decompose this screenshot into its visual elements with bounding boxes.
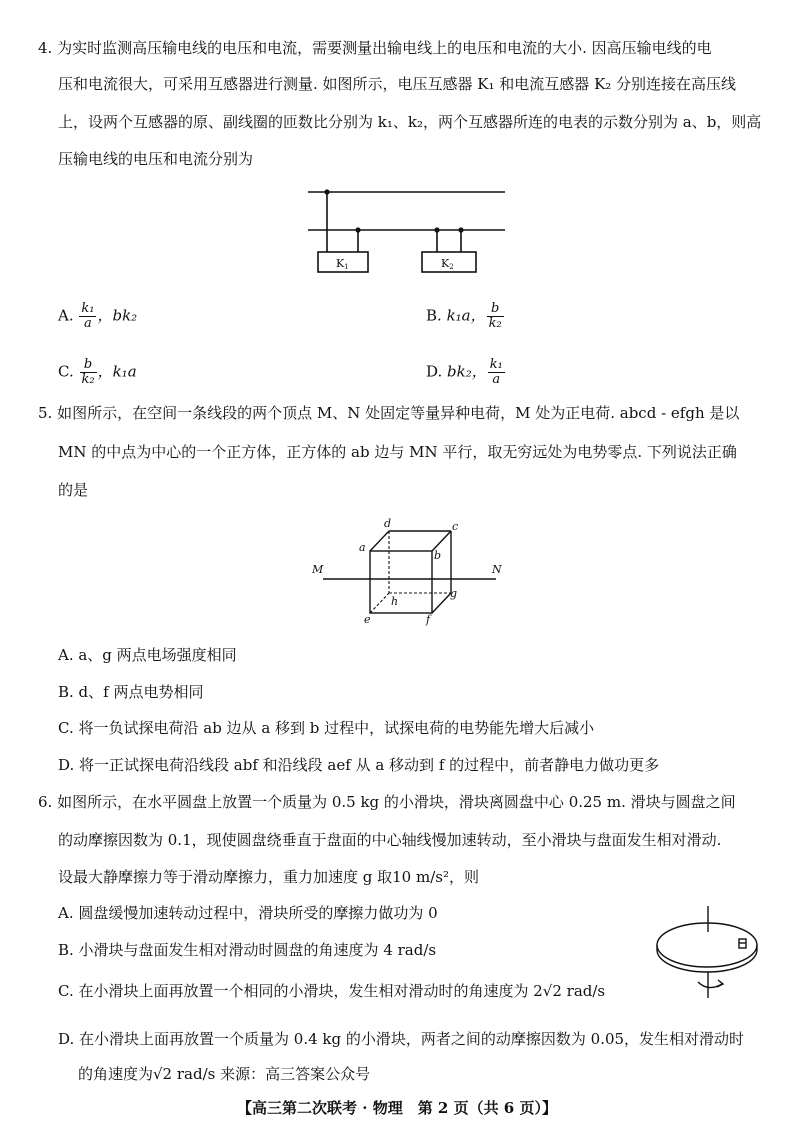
q6-stem-line-2: 的动摩擦因数为 0.1，现使圆盘绕垂直于盘面的中心轴线慢加速转动，至小滑块与盘面发生相对滑动. [58,831,722,849]
q4-stem-line-4: 压输电线的电压和电流分别为 [58,150,254,168]
q5-option-c[interactable]: C. 将一负试探电荷沿 ab 边从 a 移到 b 过程中，试探电荷的电势能先增大后减小 [58,719,595,737]
q5-stem-line-2: MN 的中点为中心的一个正方体，正方体的 ab 边与 MN 平行，取无穷远处为电势零点. 下列说法正确 [58,443,737,461]
svg-text:g: g [450,587,458,600]
q6-disc-diagram [648,900,766,1002]
svg-text:d: d [384,517,392,530]
q4-option-d[interactable]: D. bk₂， $\frac{\text{k₁}}{a}$ [426,357,503,387]
svg-text:e: e [364,613,371,626]
svg-text:K2: K2 [441,257,454,271]
cube-front-face [370,551,432,613]
svg-text:N: N [492,563,502,576]
q6-option-d[interactable]: D. 在小滑块上面再放置一个质量为 0.4 kg 的小滑块，两者之间的动摩擦因数为 0.05，发生相对滑动时 [58,1030,745,1048]
q6-option-c[interactable]: C. 在小滑块上面再放置一个相同的小滑块，发生相对滑动时的角速度为 2√2 rad/s [58,982,606,1000]
q4-option-c[interactable]: C. $\frac{b}{\text{k₂}}$ ，k₁a [58,357,137,387]
q4-stem-line-1: 4. 为实时监测高压输电线的电压和电流，需要测量出输电线上的电压和电流的大小. 因高压输电线的电 [38,39,712,57]
disc-edge [657,945,757,972]
q5-stem-line-1: 5. 如图所示，在空间一条线段的两个顶点 M、N 处固定等量异种电荷，M 处为正电荷. abcd - efgh 是以 [38,404,740,422]
svg-text:K1: K1 [336,257,349,271]
svg-text:a: a [359,541,366,554]
q5-stem-line-3: 的是 [58,481,89,499]
q6-option-d-continued: 的角速度为√2 rad/s 来源：高三答案公众号 [78,1065,371,1083]
page-footer: 【高三第二次联考 · 物理 第 2 页（共 6 页）】 [237,1099,557,1117]
q5-option-b[interactable]: B. d、f 两点电势相同 [58,683,204,701]
q6-stem-line-1: 6. 如图所示，在水平圆盘上放置一个质量为 0.5 kg 的小滑块，滑块离圆盘中心 0.25 m. 滑块与圆盘之间 [38,793,736,811]
svg-text:M: M [312,563,324,576]
q4-stem-line-3: 上，设两个互感器的原、副线圈的匝数比分别为 k₁、k₂，两个互感器所连的电表的示数分别为 a、b，则高 [58,113,762,131]
svg-text:h: h [391,595,399,608]
q5-cube-diagram [300,515,520,630]
q6-option-a[interactable]: A. 圆盘缓慢加速转动过程中，滑块所受的摩擦力做功为 0 [58,904,438,922]
q4-option-a[interactable]: A. $\frac{\text{k₁}}{a}$ ，bk₂ [58,301,138,331]
q6-option-b[interactable]: B. 小滑块与盘面发生相对滑动时圆盘的角速度为 4 rad/s [58,941,437,959]
q4-option-b[interactable]: B. k₁a， $\frac{b}{\text{k₂}}$ [426,301,502,331]
q5-option-d[interactable]: D. 将一正试探电荷沿线段 abf 和沿线段 aef 从 a 移动到 f 的过程中，前者静电力做功更多 [58,756,660,774]
q4-transformer-diagram [300,180,520,280]
q4-stem-line-2: 压和电流很大，可采用互感器进行测量. 如图所示，电压互感器 K₁ 和电流互感器 K₂ 分别连接在高压线 [58,75,737,93]
svg-text:f: f [426,613,431,626]
svg-text:c: c [452,520,459,533]
q5-option-a[interactable]: A. a、g 两点电场强度相同 [58,646,237,664]
svg-text:b: b [434,549,442,562]
disc-top [657,923,757,967]
q6-stem-line-3: 设最大静摩擦力等于滑动摩擦力，重力加速度 g 取10 m/s²，则 [58,868,479,886]
